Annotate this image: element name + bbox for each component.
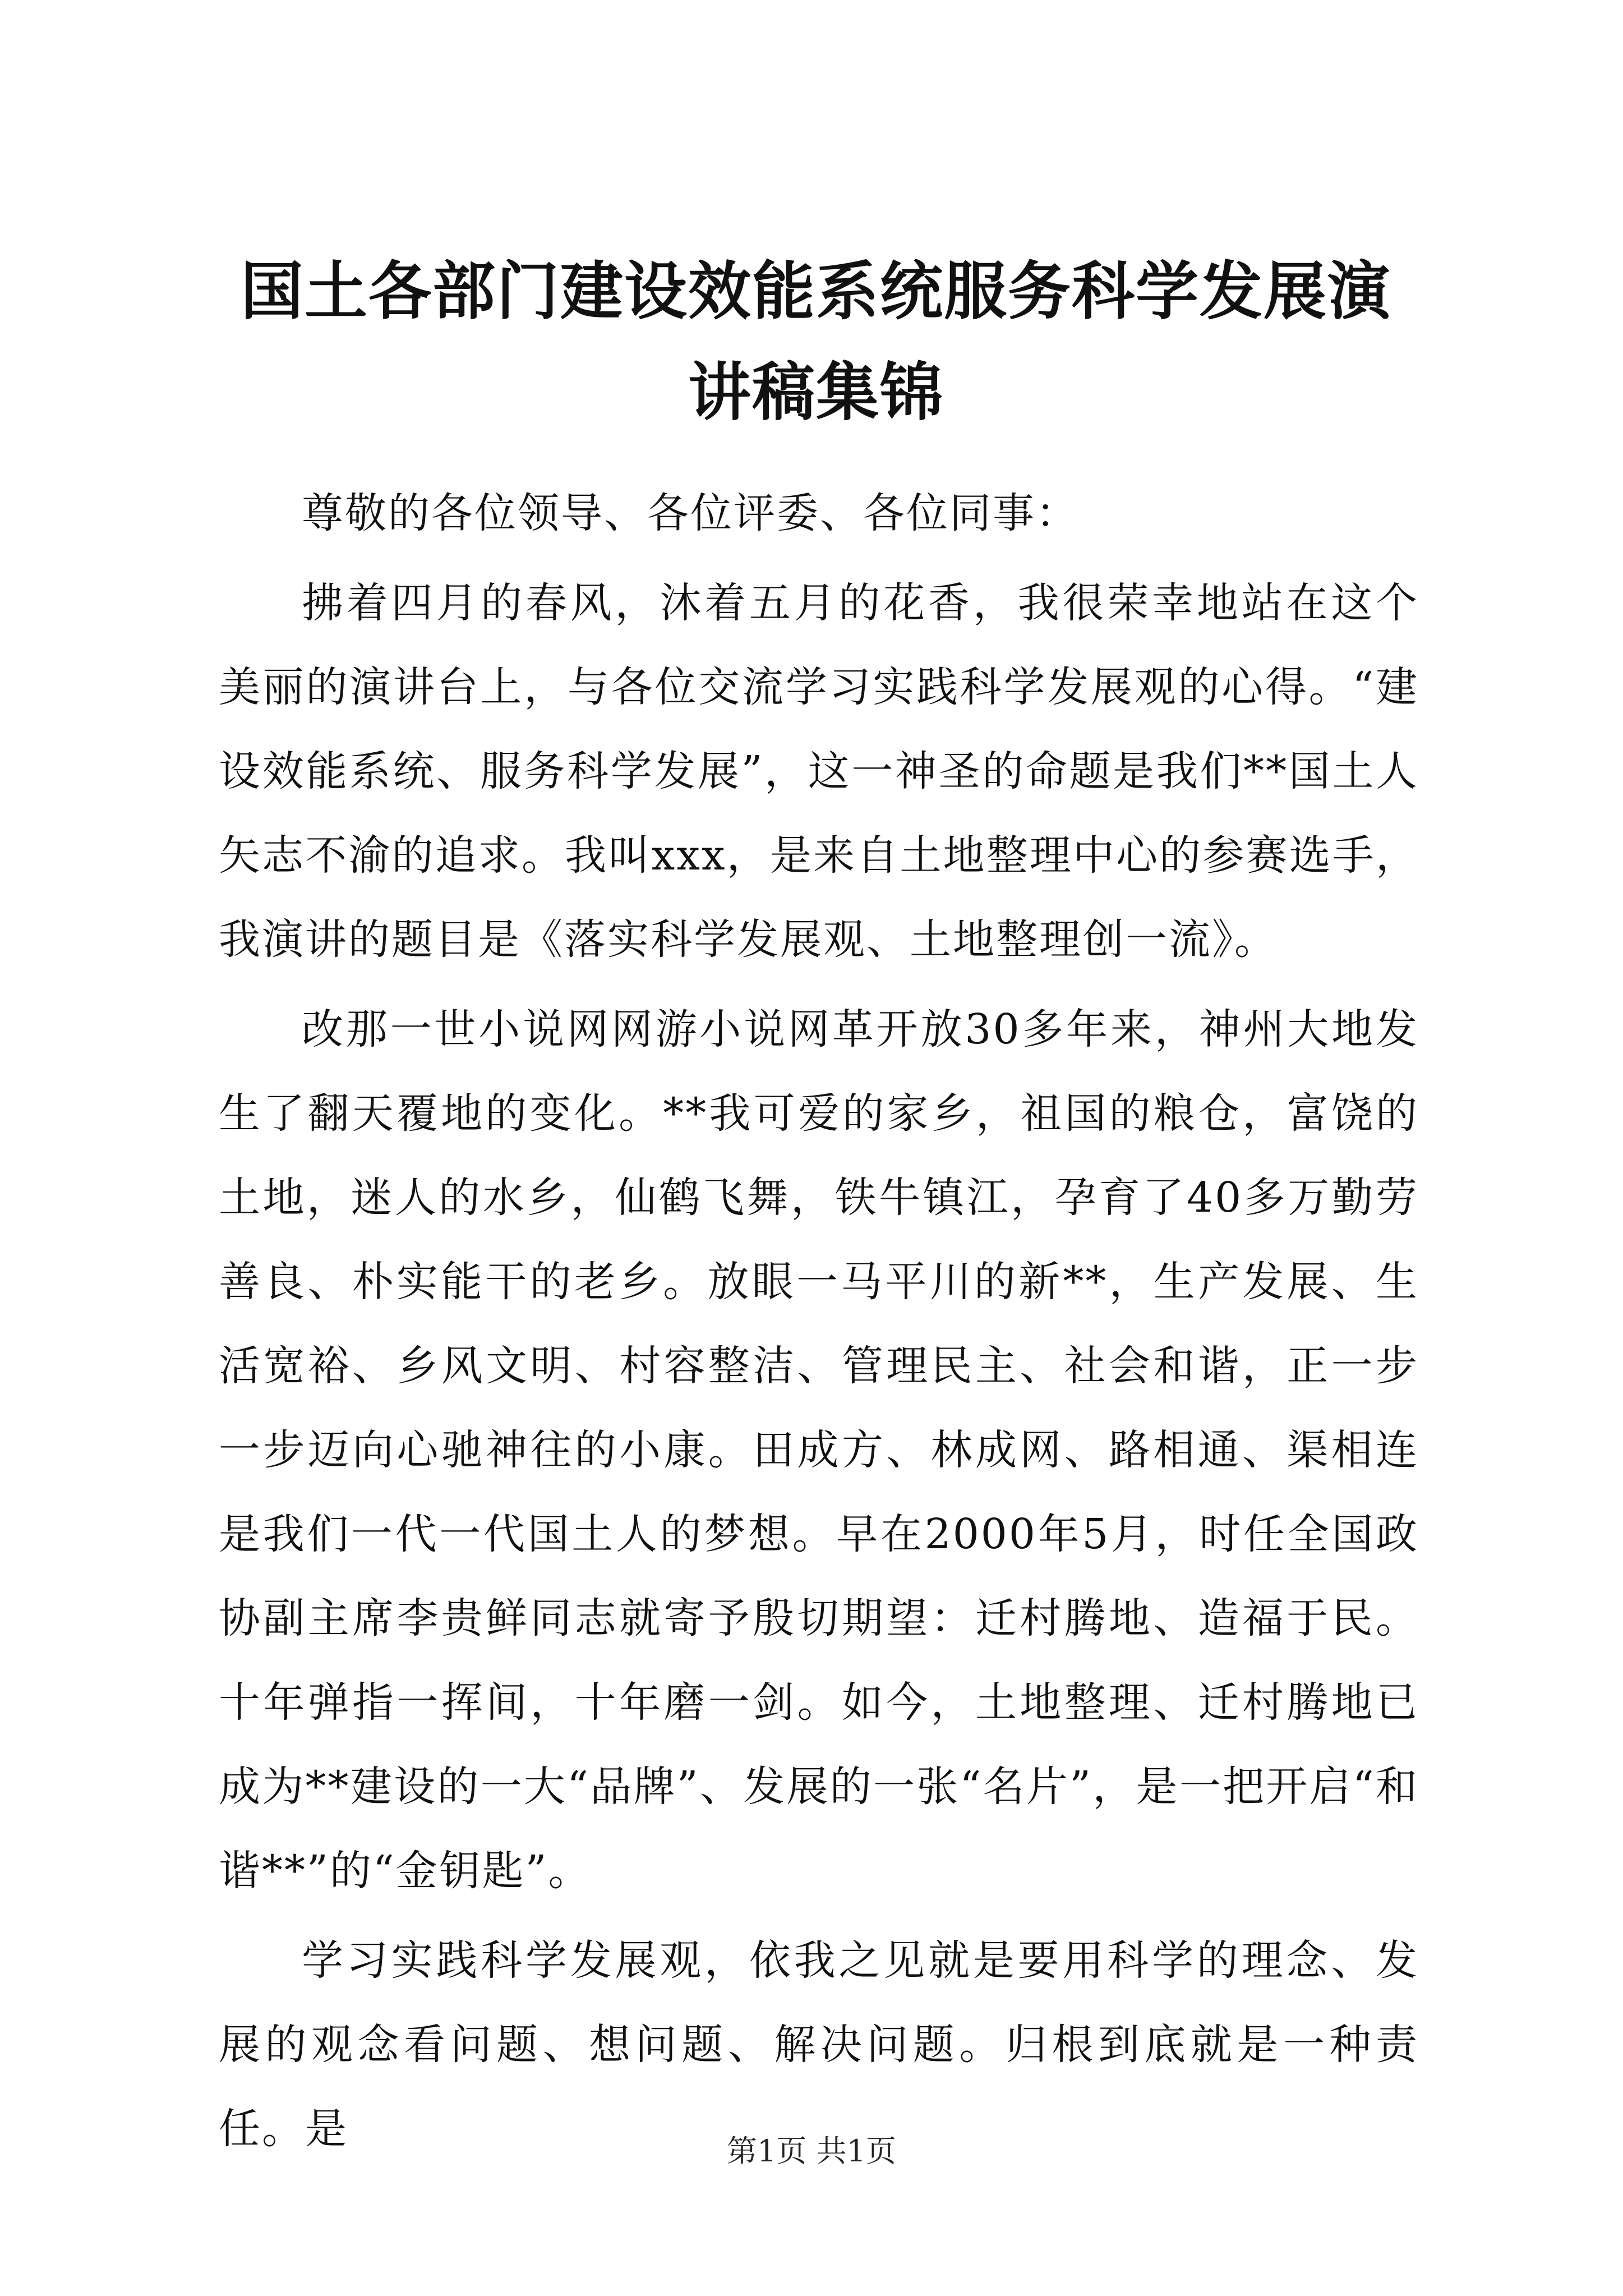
salutation-paragraph: 尊敬的各位领导、各位评委、各位同事： (302, 489, 1079, 537)
document-title: 国土各部门建设效能系统服务科学发展演讲稿集锦 (241, 255, 1391, 429)
document-body (219, 471, 1419, 2177)
body-paragraph: 拂着四月的春风，沐着五月的花香，我很荣幸地站在这个美丽的演讲台上，与各位交流学习实践科学发展观的心得。“建设效能系统、服务科学发展”，这一神圣的命题是我们**国土人矢志不渝的追求。我叫xxx，是来自土地整理中心的参赛选手，我演讲的题目是《落实科学发展观、土地整理创一流》。 (219, 579, 1419, 964)
body-paragraph: 改那一世小说网网游小说网革开放30多年来，神州大地发生了翻天覆地的变化。**我可爱的家乡，祖国的粮仓，富饶的土地，迷人的水乡，仙鹤飞舞，铁牛镇江，孕育了40多万勤劳善良、朴实能干的老乡。放眼一马平川的新**，生产发展、生活宽裕、乡风文明、村容整洁、管理民主、社会和谐，正一步一步迈向心驰神往的小康。田成方、林成网、路相通、渠相连是我们一代一代国土人的梦想。早在2000年5月，时任全国政协副主席李贵鲜同志就寄予殷切期望：迁村腾地、造福于民。十年弹指一挥间，十年磨一剑。如今，土地整理、迁村腾地已成为**建设的一大“品牌”、发展的一张“名片”，是一把开启“和谐**”的“金钥匙”。 (219, 1005, 1419, 1895)
page-number-footer: 第1页 共1页 (727, 2133, 896, 2169)
body-paragraph: 学习实践科学发展观，依我之见就是要用科学的理念、发展的观念看问题、想问题、解决问题。归根到底就是一种责任。是 (219, 1936, 1419, 2153)
